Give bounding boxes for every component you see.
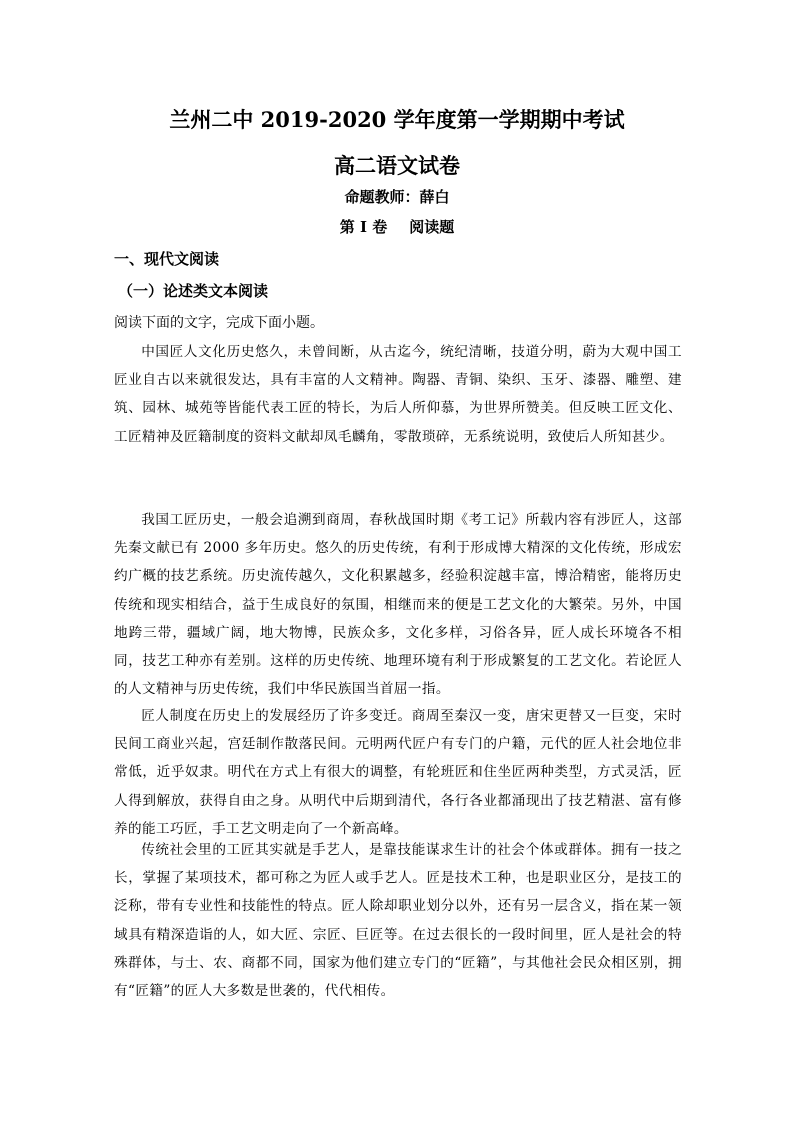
volume-name: 阅读题 [409,218,455,236]
exam-author: 命题教师：薛白 [344,188,450,206]
volume-label: 第 I 卷 [339,218,388,236]
paragraph-4: 传统社会里的工匠其实就是手艺人，是靠技能谋求生计的社会个体或群体。拥有一技之长，掌握了某项技术，都可称之为匠人或手艺人。匠是技术工种，也是职业区分，是技工的泛称，带有专业性和技能性的特点。匠人除却职业划分以外，还有另一层含义，指在某一领域具有精深造诣的人，如大匠、宗匠、巨匠等。在过去很长的一段时间里，匠人是社会的特殊群体，与士、农、商都不同，国家为他们建立专门的“匠籍”，与其他社会民众相区别，拥有“匠籍”的匠人大多数是世袭的，代代相传。 [114,842,682,1000]
reading-instruction: 阅读下面的文字，完成下面小题。 [114,315,324,331]
part-heading: （一）论述类文本阅读 [118,282,269,300]
paragraph-2: 我国工匠历史，一般会追溯到商周，春秋战国时期《考工记》所载内容有涉匠人，这部先秦文献已有 2000 多年历史。悠久的历史传统，有利于形成博大精深的文化传统，形成宏约广概的技艺系统。历史流传越久，文化积累越多，经验积淀越丰富，博洽精密，能将历史传统和现实相结合，益于生成良好的氛围，相继而来的便是工艺文化的大繁荣。另外，中国地跨三带，疆域广阔，地大物博，民族众多，文化多样，习俗各异，匠人成长环境各不相同，技艺工种亦有差别。这样的历史传统、地理环境有利于形成繁复的工艺文化。若论匠人的人文精神与历史传统，我们中华民族国当首屈一指。 [114,512,682,698]
exam-title: 兰州二中 2019-2020 学年度第一学期期中考试 [169,107,625,132]
section-heading: 一、现代文阅读 [114,250,220,268]
exam-subtitle: 高二语文试卷 [334,153,460,178]
paragraph-1: 中国匠人文化历史悠久，未曾间断，从古迄今，统纪清晰，技道分明，蔚为大观中国工匠业自古以来就很发达，具有丰富的人文精神。陶器、青铜、染织、玉牙、漆器、雕塑、建筑、园林、城苑等皆能代表工匠的特长，为后人所仰慕，为世界所赞美。但反映工匠文化、工匠精神及匠籍制度的资料文献却凤毛麟角，零散琐碎，无系统说明，致使后人所知甚少。 [114,344,682,445]
volume-heading [0,216,794,237]
paragraph-3: 匠人制度在历史上的发展经历了许多变迁。商周至秦汉一变，唐宋更替又一巨变，宋时民间工商业兴起，宫廷制作散落民间。元明两代匠户有专门的户籍，元代的匠人社会地位非常低，近乎奴隶。明代在方式上有很大的调整，有轮班匠和住坐匠两种类型，方式灵活，匠人得到解放，获得自由之身。从明代中后期到清代，各行各业都涌现出了技艺精湛、富有修养的能工巧匠，手工艺文明走向了一个新高峰。 [114,708,682,837]
